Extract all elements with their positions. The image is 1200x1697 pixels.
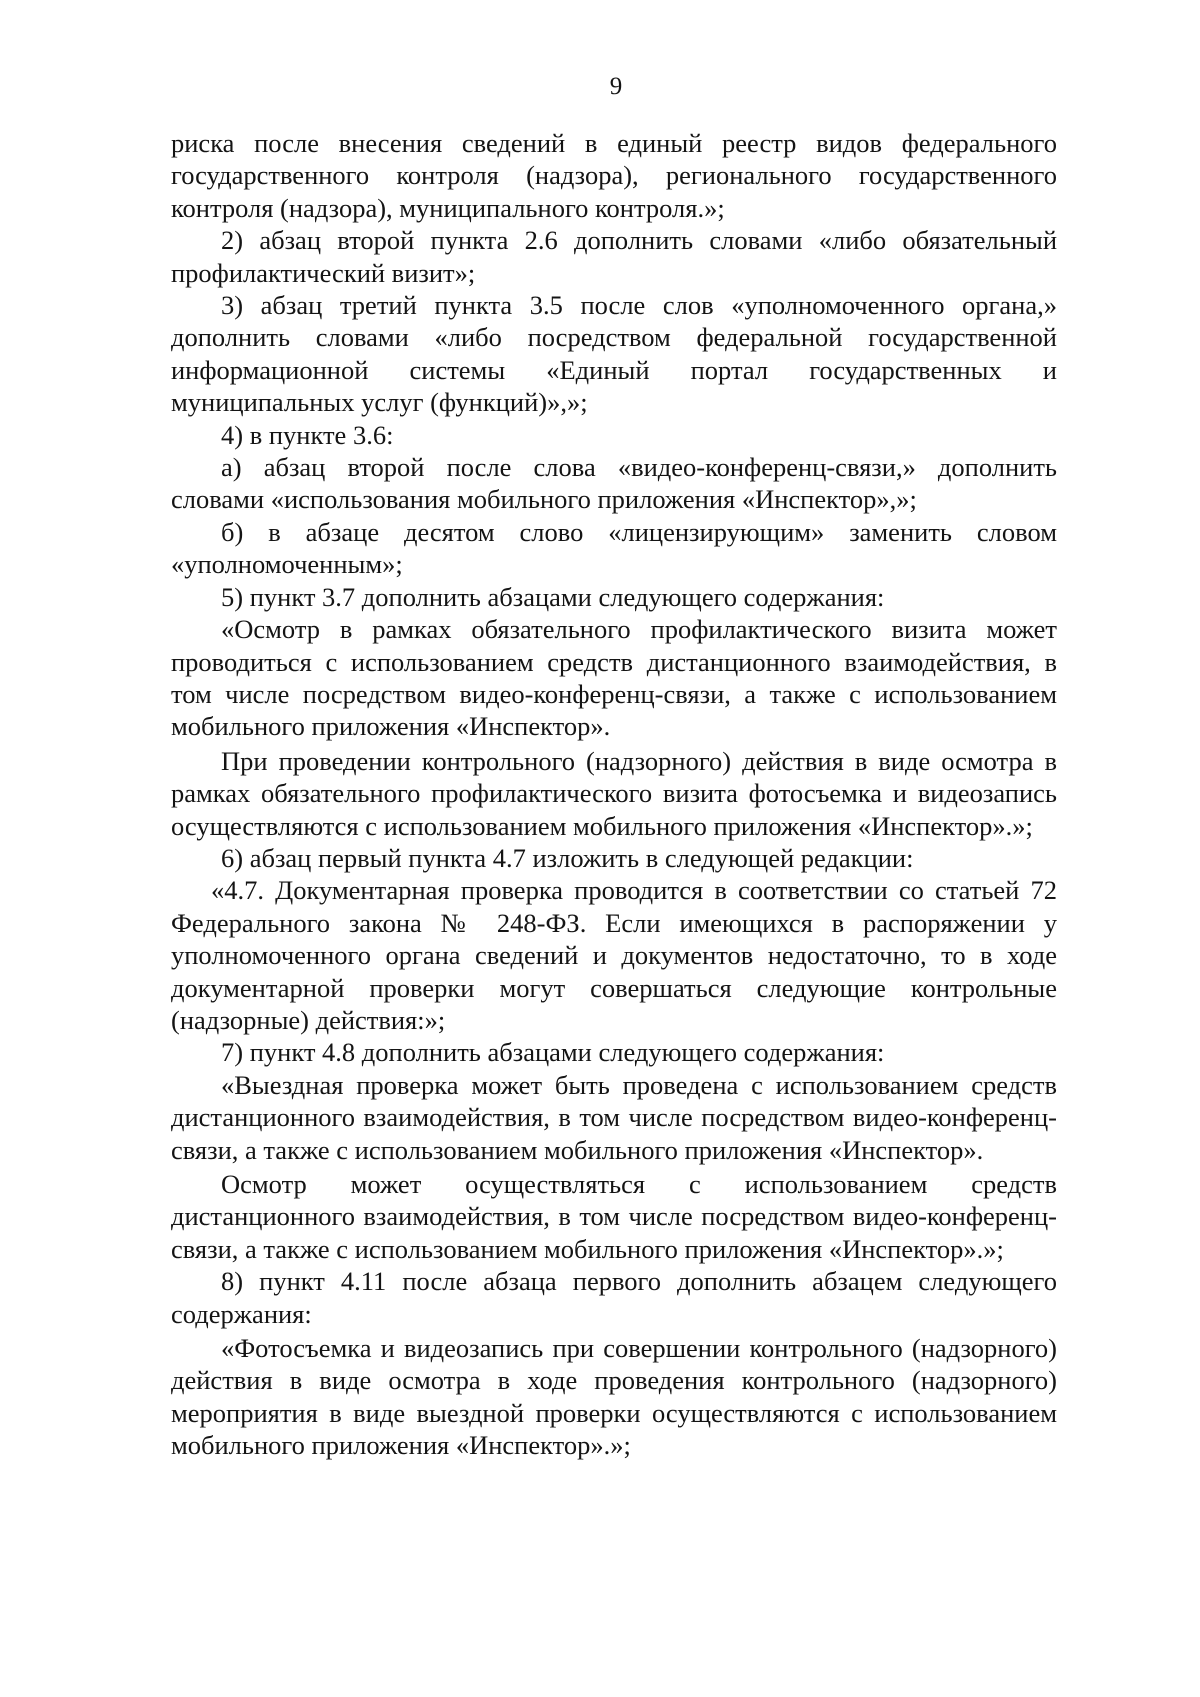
paragraph-quote-photo-field: «Фотосъемка и видеозапись при совершении контрольного (надзорного) действия в виде осмотра в ходе проведения контрольного (надзорного) мероприятия в виде выездной проверки осуществляются с использованием мобильного приложения «Инспектор».»; [171, 1333, 1057, 1461]
paragraph-item-5: 5) пункт 3.7 дополнить абзацами следующего содержания: [221, 581, 885, 612]
document-body [171, 127, 1057, 1462]
paragraph-item-4: 4) в пункте 3.6: [221, 419, 394, 450]
paragraph-item-6: 6) абзац первый пункта 4.7 изложить в следующей редакции: [221, 842, 914, 873]
paragraph-quote-photo-video: При проведении контрольного (надзорного) действия в виде осмотра в рамках обязательного профилактического визита фотосъемка и видеозапись осуществляются с использованием мобильного приложения «Инспектор».»; [171, 745, 1057, 841]
paragraph-item-8: 8) пункт 4.11 после абзаца первого дополнить абзацем следующего содержания: [171, 1266, 1057, 1329]
paragraph-item-7: 7) пункт 4.8 дополнить абзацами следующего содержания: [221, 1037, 885, 1068]
paragraph-quote-inspection: Осмотр может осуществляться с использованием средств дистанционного взаимодействия, в том числе посредством видео-конференц-связи, а также с использованием мобильного приложения «Инспектор».»; [171, 1169, 1057, 1264]
paragraph-item-3: 3) абзац третий пункта 3.5 после слов «уполномоченного органа,» дополнить словами «либо посредством федеральной государственной информационной системы «Единый портал государственных и муниципальных услуг (функций)»,»; [171, 290, 1057, 418]
paragraph-quote-inspection-remote: «Осмотр в рамках обязательного профилактического визита может проводиться с использованием средств дистанционного взаимодействия, в том числе посредством видео-конференц-связи, а также с использованием мобильного приложения «Инспектор». [171, 614, 1057, 742]
paragraph-item-2: 2) абзац второй пункта 2.6 дополнить словами «либо обязательный профилактический визит»; [171, 225, 1057, 288]
paragraph-quote-field-check: «Выездная проверка может быть проведена с использованием средств дистанционного взаимодействия, в том числе посредством видео-конференц-связи, а также с использованием мобильного приложения «Инспектор». [171, 1069, 1057, 1165]
paragraph-item-4b: б) в абзаце десятом слово «лицензирующим» заменить словом «уполномоченным»; [171, 516, 1057, 580]
page-number: 9 [609, 73, 623, 100]
paragraph-item-4a: а) абзац второй после слова «видео-конференц-связи,» дополнить словами «использования мобильного приложения «Инспектор»,»; [171, 452, 1057, 515]
paragraph-continuation: риска после внесения сведений в единый реестр видов федерального государственного контроля (надзора), регионального государственного контроля (надзора), муниципального контроля.»; [171, 128, 1057, 223]
paragraph-quote-4-7: «4.7. Документарная проверка проводится в соответствии со статьей 72 Федерального закона № 248-ФЗ. Если имеющихся в распоряжении у уполномоченного органа сведений и документов недостаточно, то в ходе документарной проверки могут совершаться следующие контрольные (надзорные) действия:»; [171, 875, 1057, 1035]
